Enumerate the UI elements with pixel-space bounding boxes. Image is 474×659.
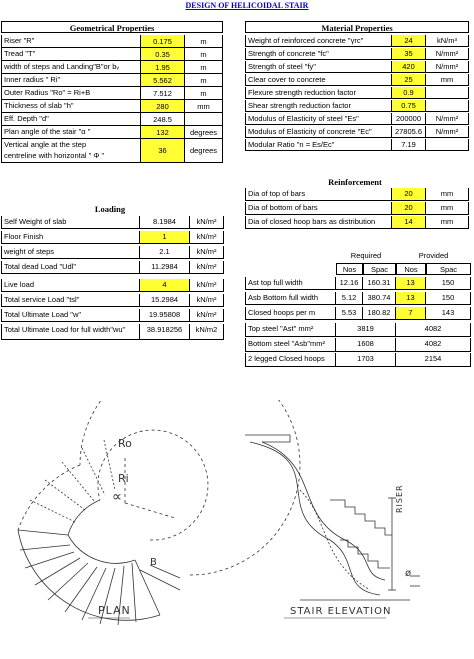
material-label: Clear cover to concrete [245, 74, 392, 86]
material-value: 420 [392, 61, 426, 73]
loading-header: Loading [94, 204, 126, 214]
loading-value: 2.1 [140, 246, 190, 259]
geom-unit: m [185, 61, 223, 74]
elevation-label: STAIR ELEVATION [290, 606, 392, 617]
geom-value: 5.562 [141, 74, 185, 87]
bar-label: Asb Bottom full width [245, 292, 336, 305]
material-label: Strength of steel "fy" [245, 61, 392, 73]
bar-prov-nos: 7 [396, 307, 426, 320]
geom-label [1, 61, 141, 74]
bar-req-spac: 180.82 [363, 307, 396, 320]
geom-value: 1.95 [141, 61, 185, 74]
bar-prov-spac: 143 [426, 307, 471, 320]
loading-label: Live load [1, 279, 140, 292]
loading-label: Total service Load "tsl" [1, 294, 140, 307]
material-unit: N/mm² [426, 61, 469, 73]
geom-label-text: Riser "R" [4, 36, 35, 45]
reinforcement-value: 20 [392, 202, 426, 215]
reinforcement-value: 14 [392, 216, 426, 229]
reinforcement-unit: mm [426, 188, 469, 201]
geom-label [1, 87, 141, 100]
reinforcement-unit: mm [426, 216, 469, 229]
area-required: 3819 [336, 323, 396, 337]
material-unit [426, 87, 469, 99]
loading-label: Total dead Load "Udl" [1, 261, 140, 274]
reinforcement-header: Reinforcement [328, 177, 382, 187]
reinforcement-label: Dia of top of bars [245, 188, 392, 201]
ri-label: Ri [118, 472, 129, 485]
outer-arc [80, 400, 300, 575]
material-value: 7.19 [392, 139, 426, 151]
bar-req-nos: 12.16 [336, 277, 363, 290]
elevation-drawing [245, 435, 420, 618]
required-header: Required [350, 251, 382, 260]
geom-label [1, 139, 141, 163]
geom-header: Geometrical Properties [1, 21, 223, 33]
bar-req-nos: 5.53 [336, 307, 363, 320]
geom-value: 0.175 [141, 35, 185, 48]
geom-value: 280 [141, 100, 185, 113]
area-required: 1608 [336, 338, 396, 352]
material-label: Modular Ratio "n = Es/Ec" [245, 139, 392, 151]
geom-label-text-2: centreline with horizontal " Φ " [4, 151, 105, 160]
geom-value: 0.35 [141, 48, 185, 61]
loading-label: weight of steps [1, 246, 140, 259]
loading-unit: kN/m2 [190, 324, 224, 340]
bar-label: Closed hoops per m [245, 307, 336, 320]
prov-nos-header: Nos [396, 263, 426, 275]
alpha-label: ∝ [112, 489, 123, 505]
loading-value: 38.918256 [140, 324, 190, 340]
loading-label: Self Weight of slab [1, 216, 140, 229]
material-value: 25 [392, 74, 426, 86]
bar-prov-spac: 150 [426, 292, 471, 305]
material-header: Material Properties [245, 21, 469, 33]
geom-unit: m [185, 35, 223, 48]
material-unit [426, 100, 469, 112]
loading-value: 4 [140, 279, 190, 292]
geom-label [1, 74, 141, 87]
plan-drawing [18, 400, 300, 625]
spac-header: Spac [363, 263, 396, 275]
loading-value: 15.2984 [140, 294, 190, 307]
material-value: 35 [392, 48, 426, 60]
reinforcement-label: Dia of bottom of bars [245, 202, 392, 215]
geom-label-text: Plan angle of the stair "α " [4, 127, 91, 136]
riser-label: RISER [395, 484, 404, 513]
geom-value: 248.5 [141, 113, 185, 126]
ro-label: Ro [118, 437, 132, 450]
material-unit [426, 139, 469, 151]
geom-label-text: Vertical angle at the step [4, 140, 87, 149]
geom-label-text: Eff. Depth "d" [4, 114, 49, 123]
geom-unit [185, 113, 223, 126]
loading-unit: kN/m² [190, 231, 224, 244]
loading-label: Total Ultimate Load for full width"wu" [1, 324, 140, 340]
geom-unit: mm [185, 100, 223, 113]
area-provided: 4082 [396, 323, 471, 337]
geom-value: 36 [141, 139, 185, 163]
sheet-title: DESIGN OF HELICOIDAL STAIR [185, 1, 309, 10]
nos-header: Nos [336, 263, 363, 275]
material-unit: mm [426, 74, 469, 86]
material-unit: N/mm² [426, 48, 469, 60]
geom-value: 7.512 [141, 87, 185, 100]
area-label: Top steel "Ast" mm² [245, 323, 336, 337]
bar-req-nos: 5.12 [336, 292, 363, 305]
material-value: 0.9 [392, 87, 426, 99]
area-label: Bottom steel "Asb"mm² [245, 338, 336, 352]
material-value: 24 [392, 35, 426, 47]
material-value: 200000 [392, 113, 426, 125]
geom-unit: degrees [185, 126, 223, 139]
loading-unit: kN/m² [190, 246, 224, 259]
loading-unit: kN/m² [190, 294, 224, 307]
geom-unit: m [185, 48, 223, 61]
geom-label-text: Outer Radius "Ro" = Ri+B [4, 88, 91, 97]
material-value: 27805.6 [392, 126, 426, 138]
loading-unit: kN/m² [190, 261, 224, 274]
geom-label-text: width of steps and Landing"B"or bᵥ [4, 62, 119, 71]
geom-label-text: Thickness of slab "h" [4, 101, 74, 110]
material-label: Shear strength reduction factor [245, 100, 392, 112]
phi-label: ø [405, 568, 412, 579]
bar-label: Ast top full width [245, 277, 336, 290]
material-unit: N/mm² [426, 126, 469, 138]
stair-drawings [0, 400, 474, 659]
bar-prov-nos: 13 [396, 292, 426, 305]
inner-arc [98, 430, 208, 540]
loading-unit: kN/m² [190, 309, 224, 322]
provided-header: Provided [418, 251, 449, 260]
area-label: 2 legged Closed hoops [245, 353, 336, 367]
geom-value: 132 [141, 126, 185, 139]
loading-label: Total Ultimate Load "w" [1, 309, 140, 322]
geom-label [1, 126, 141, 139]
geom-unit: m [185, 87, 223, 100]
bar-prov-nos: 13 [396, 277, 426, 290]
loading-value: 1 [140, 231, 190, 244]
loading-unit: kN/m² [190, 279, 224, 292]
loading-value: 19.95808 [140, 309, 190, 322]
geom-label [1, 100, 141, 113]
geom-unit: degrees [185, 139, 223, 163]
material-unit: N/mm² [426, 113, 469, 125]
prov-spac-header: Spac [426, 263, 471, 275]
geom-label [1, 35, 141, 48]
loading-label: Floor Finish [1, 231, 140, 244]
bar-prov-spac: 150 [426, 277, 471, 290]
geom-unit: m [185, 74, 223, 87]
material-label: Modulus of Elasticity of steel "Es" [245, 113, 392, 125]
geom-label-text: Tread "T" [4, 49, 36, 58]
material-label: Flexure strength reduction factor [245, 87, 392, 99]
loading-value: 8.1984 [140, 216, 190, 229]
bar-req-spac: 380.74 [363, 292, 396, 305]
reinforcement-label: Dia of closed hoop bars as distribution [245, 216, 392, 229]
loading-unit: kN/m² [190, 216, 224, 229]
bar-req-spac: 160.31 [363, 277, 396, 290]
material-value: 0.75 [392, 100, 426, 112]
reinforcement-value: 20 [392, 188, 426, 201]
loading-value: 11.2984 [140, 261, 190, 274]
reinforcement-unit: mm [426, 202, 469, 215]
material-label: Modulus of Elasticity of concrete "Ec" [245, 126, 392, 138]
material-label: Strength of concrete "fc" [245, 48, 392, 60]
geom-label [1, 48, 141, 61]
area-provided: 2154 [396, 353, 471, 367]
plan-label: PLAN [98, 604, 131, 617]
material-unit: kN/m³ [426, 35, 469, 47]
area-provided: 4082 [396, 338, 471, 352]
area-required: 1703 [336, 353, 396, 367]
geom-label-text: Inner radius " Ri" [4, 75, 61, 84]
geom-label [1, 113, 141, 126]
material-label: Weight of reinforced concrete "γrc" [245, 35, 392, 47]
b-label: B [150, 557, 157, 568]
